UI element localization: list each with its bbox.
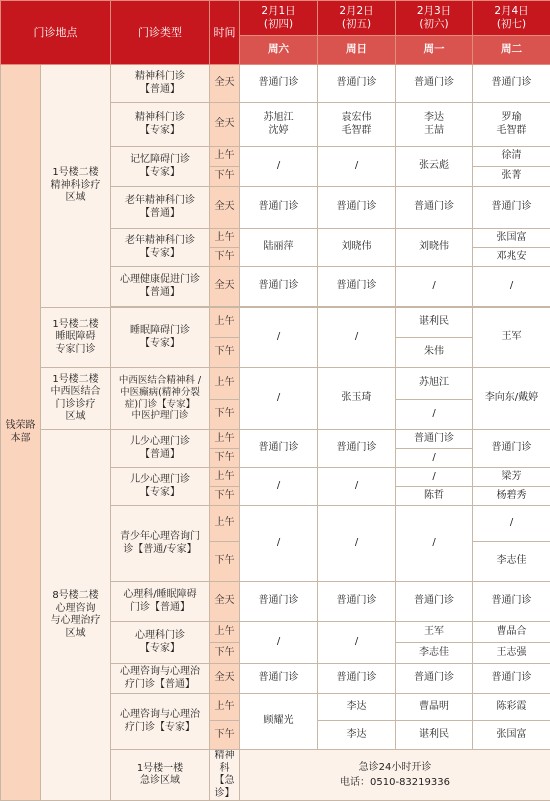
schedule-cell: 普通门诊	[240, 430, 318, 468]
time-slot: 上午	[210, 506, 240, 542]
clinic-type: 儿少心理门诊 【普通】	[111, 430, 210, 468]
schedule-cell: 王志强	[473, 643, 550, 664]
time-slot: 下午	[210, 400, 240, 430]
area-label: 1号楼二楼 中西医结合 门诊诊疗 区域	[41, 368, 111, 430]
weekday-2: 周日	[318, 36, 396, 65]
time-slot: 上午	[210, 229, 240, 248]
schedule-cell: /	[396, 449, 473, 468]
lunar-label: (初六)	[419, 18, 448, 30]
schedule-cell: 罗瑜 毛智群	[473, 103, 550, 147]
clinic-type: 记忆障碍门诊 【专家】	[111, 147, 210, 187]
date-label: 2月1日	[261, 5, 295, 17]
schedule-cell: /	[240, 308, 318, 368]
schedule-cell: 刘晓伟	[318, 229, 396, 267]
time-slot: 下午	[210, 248, 240, 267]
schedule-cell: /	[318, 308, 396, 368]
schedule-cell	[473, 542, 550, 582]
schedule-cell: 普通门诊	[318, 267, 396, 307]
weekday-4: 周二	[473, 36, 550, 65]
schedule-cell: 袁宏伟 毛智群	[318, 103, 396, 147]
schedule-cell: /	[396, 400, 473, 430]
schedule-cell: /	[396, 267, 473, 307]
clinic-type: 心理科门诊 【专家】	[111, 622, 210, 664]
schedule-cell: 普通门诊	[240, 664, 318, 694]
schedule-cell: /	[240, 622, 318, 664]
clinic-type: 儿少心理门诊 【专家】	[111, 468, 210, 506]
area-label: 1号楼二楼 精神科诊疗 区域	[41, 65, 111, 308]
weekday-1: 周六	[240, 36, 318, 65]
emergency-line-1: 急诊24小时开诊	[359, 762, 432, 773]
schedule-cell: /	[473, 506, 550, 542]
lunar-label: (初四)	[264, 18, 293, 30]
lunar-label: (初五)	[342, 18, 371, 30]
clinic-type: 心理咨询与心理治 疗门诊【普通】	[111, 664, 210, 694]
schedule-cell: 普通门诊	[318, 430, 396, 468]
time-slot: 全天	[210, 187, 240, 229]
clinic-type: 中西医结合精神科 / 中医癫病(精神分裂 症)门诊【专家】 中医护理门诊	[111, 368, 210, 430]
schedule-cell: 普通门诊	[473, 664, 550, 694]
schedule-cell: 普通门诊	[473, 187, 550, 229]
header-location: 门诊地点	[1, 1, 111, 65]
time-slot: 上午	[210, 430, 240, 449]
schedule-cell: 陈哲	[396, 487, 473, 506]
time-slot: 上午	[210, 308, 240, 338]
emergency-info	[240, 750, 550, 801]
area-label: 1号楼一楼 急诊区域	[111, 750, 210, 801]
schedule-cell: /	[240, 506, 318, 582]
header-time: 时间	[210, 1, 240, 65]
schedule-cell: 普通门诊	[318, 664, 396, 694]
schedule-cell: 王军	[396, 622, 473, 643]
schedule-cell: 陆丽萍	[240, 229, 318, 267]
date-col-1	[240, 1, 318, 36]
time-slot: 全天	[210, 582, 240, 622]
schedule-cell: 王军	[473, 308, 550, 368]
date-label: 2月2日	[339, 5, 373, 17]
time-slot: 下午	[210, 338, 240, 368]
schedule-cell: 普通门诊	[318, 187, 396, 229]
clinic-type: 老年精神科门诊 【专家】	[111, 229, 210, 267]
schedule-cell: 普通门诊	[396, 582, 473, 622]
schedule-cell: 刘晓伟	[396, 229, 473, 267]
schedule-cell: 李达 王喆	[396, 103, 473, 147]
schedule-cell: 朱伟	[396, 338, 473, 368]
schedule-cell: 徐清	[473, 147, 550, 167]
schedule-cell: 普通门诊	[318, 582, 396, 622]
schedule-cell: 杨碧秀	[473, 487, 550, 506]
schedule-cell: /	[318, 622, 396, 664]
schedule-cell: 陈彩霞	[473, 694, 550, 721]
date-label: 2月4日	[494, 5, 528, 17]
schedule-cell: 普通门诊	[240, 65, 318, 103]
schedule-cell: 张菁	[473, 167, 550, 187]
schedule-cell	[318, 721, 396, 750]
schedule-cell: 普通门诊	[240, 582, 318, 622]
schedule-cell: 普通门诊	[396, 664, 473, 694]
header-clinic-type: 门诊类型	[111, 1, 210, 65]
schedule-cell: /	[396, 468, 473, 487]
schedule-cell: 梁芳	[473, 468, 550, 487]
time-slot: 下午	[210, 643, 240, 664]
schedule-cell: 谌利民	[396, 308, 473, 338]
date-col-2	[318, 1, 396, 36]
schedule-cell: 张云彪	[396, 147, 473, 187]
time-slot: 上午	[210, 622, 240, 643]
time-slot: 下午	[210, 167, 240, 187]
time-slot: 全天	[210, 103, 240, 147]
schedule-cell: /	[240, 147, 318, 187]
time-slot: 上午	[210, 147, 240, 167]
time-slot: 上午	[210, 368, 240, 400]
clinic-type: 心理健康促进门诊 【普通】	[111, 267, 210, 307]
schedule-cell: 普通门诊	[318, 65, 396, 103]
clinic-type: 精神科 【急诊】	[210, 750, 240, 801]
schedule-cell: /	[473, 267, 550, 307]
schedule-cell: 张玉琦	[318, 368, 396, 430]
emergency-phone: 电话：0510-83219336	[340, 777, 450, 788]
schedule-cell: 普通门诊	[396, 65, 473, 103]
clinic-type: 睡眠障碍门诊 【专家】	[111, 308, 210, 368]
time-slot: 全天	[210, 267, 240, 307]
clinic-type: 心理科/睡眠障碍 门诊【普通】	[111, 582, 210, 622]
time-slot: 上午	[210, 694, 240, 721]
schedule-cell: 苏旭江 沈婷	[240, 103, 318, 147]
clinic-type: 老年精神科门诊 【普通】	[111, 187, 210, 229]
schedule-cell: 张国富	[473, 229, 550, 248]
schedule-cell: 顾耀光	[240, 694, 318, 750]
campus-label: 钱荣路 本部	[1, 65, 41, 801]
clinic-type: 心理咨询与心理治 疗门诊【专家】	[111, 694, 210, 750]
schedule-cell: 普通门诊	[240, 187, 318, 229]
clinic-type: 精神科门诊 【普通】	[111, 65, 210, 103]
schedule-cell: /	[318, 147, 396, 187]
date-label: 2月3日	[417, 5, 451, 17]
area-label: 1号楼二楼 睡眠障碍 专家门诊	[41, 308, 111, 368]
schedule-cell: 李向东/戴婷	[473, 368, 550, 430]
clinic-type: 精神科门诊 【专家】	[111, 103, 210, 147]
schedule-cell: /	[318, 506, 396, 582]
time-slot: 全天	[210, 664, 240, 694]
schedule-cell: 李达	[318, 694, 396, 721]
time-slot: 下午	[210, 542, 240, 582]
weekday-3: 周一	[396, 36, 473, 65]
date-col-3	[396, 1, 473, 36]
schedule-cell: 普通门诊	[473, 582, 550, 622]
schedule-cell: 普通门诊	[396, 430, 473, 449]
time-slot: 上午	[210, 468, 240, 487]
schedule-cell: /	[396, 506, 473, 582]
clinic-type: 青少年心理咨询门 诊【普通/专家】	[111, 506, 210, 582]
time-slot: 全天	[210, 65, 240, 103]
time-slot: 下午	[210, 487, 240, 506]
schedule-cell: 张国富	[473, 721, 550, 750]
schedule-cell: 曹晶合	[473, 622, 550, 643]
schedule-cell: /	[240, 468, 318, 506]
schedule-cell: 普通门诊	[473, 430, 550, 468]
schedule-cell: 普通门诊	[240, 267, 318, 307]
schedule-cell: 邓兆安	[473, 248, 550, 267]
doctor-name: 李达	[347, 729, 367, 740]
schedule-cell: /	[318, 468, 396, 506]
schedule-cell: 李志佳	[396, 643, 473, 664]
schedule-cell: 普通门诊	[473, 65, 550, 103]
schedule-cell: 普通门诊	[396, 187, 473, 229]
area-label: 8号楼二楼 心理咨询 与心理治疗 区域	[41, 430, 111, 801]
time-slot: 下午	[210, 449, 240, 468]
time-slot: 下午	[210, 721, 240, 750]
lunar-label: (初七)	[497, 18, 526, 30]
schedule-cell: 谌利民	[396, 721, 473, 750]
schedule-cell: 苏旭江	[396, 368, 473, 400]
doctor-name: 李志佳	[497, 555, 527, 566]
date-col-4	[473, 1, 550, 36]
schedule-cell: 曹晶明	[396, 694, 473, 721]
schedule-cell: /	[240, 368, 318, 430]
